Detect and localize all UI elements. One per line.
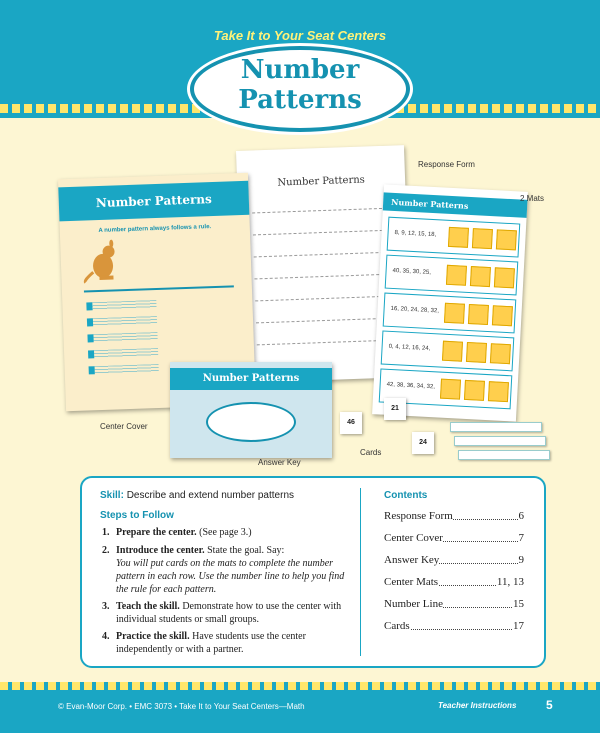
steps-heading: Steps to Follow xyxy=(100,510,174,521)
number-card: 46 xyxy=(340,412,362,434)
center-cover-title: Number Patterns xyxy=(95,192,212,211)
footer-section: Teacher Instructions xyxy=(438,701,517,710)
step-2 xyxy=(102,544,352,596)
step-lead: Teach the skill. xyxy=(116,601,180,612)
toc-page: 6 xyxy=(518,510,524,522)
kangaroo-icon xyxy=(80,239,122,284)
toc-label: Response Form xyxy=(384,510,453,522)
page-title xyxy=(190,55,410,115)
rf-line xyxy=(252,208,392,214)
step-text: Demonstrate how to use the center with individual students or small groups. xyxy=(116,601,342,625)
mat-row-numbers: 40, 35, 30, 25, xyxy=(392,267,432,276)
series-title: Take It to Your Seat Centers xyxy=(213,28,387,43)
number-line-strip xyxy=(454,436,546,446)
cc-steps xyxy=(86,300,159,390)
toc-item[interactable] xyxy=(384,510,524,524)
step-lead: Introduce the center. xyxy=(116,545,205,556)
toc-label: Number Line xyxy=(384,598,443,610)
toc-page: 15 xyxy=(513,598,524,610)
step-text: (See page 3.) xyxy=(196,527,252,538)
label-response-form: Response Form xyxy=(418,160,475,169)
mat-row-numbers: 16, 20, 24, 28, 32, xyxy=(390,305,440,315)
step-text: Have students use the center independently or with a partner. xyxy=(116,631,306,655)
cc-step xyxy=(87,332,157,342)
rf-line xyxy=(255,296,395,302)
toc-page: 7 xyxy=(518,532,524,544)
skill-text: Describe and extend number patterns xyxy=(126,490,295,501)
step-number: 4. xyxy=(102,631,110,642)
toc-label: Cards xyxy=(384,620,410,632)
mat-square xyxy=(442,341,463,362)
rf-line xyxy=(253,230,393,236)
mat-square xyxy=(466,342,487,363)
footer-stripe xyxy=(0,682,600,690)
mat-square xyxy=(468,304,489,325)
label-center-cover: Center Cover xyxy=(100,422,148,431)
mat-row-numbers: 0, 4, 12, 16, 24, xyxy=(388,343,431,353)
mats-sheet xyxy=(372,184,528,421)
toc-page: 9 xyxy=(518,554,524,566)
toc-item[interactable] xyxy=(384,554,524,568)
step-4 xyxy=(102,630,352,656)
step-lead: Practice the skill. xyxy=(116,631,190,642)
mat-row xyxy=(381,331,515,372)
page-number: 5 xyxy=(546,698,553,712)
title-line-2: Patterns xyxy=(238,85,362,115)
label-answer-key: Answer Key xyxy=(258,458,301,467)
mat-square xyxy=(496,229,517,250)
cc-step xyxy=(86,300,156,310)
step-3 xyxy=(102,600,352,626)
skill-line xyxy=(100,490,294,501)
cc-step xyxy=(88,348,158,358)
title-line-1: Number xyxy=(240,55,360,85)
toc-item[interactable] xyxy=(384,620,524,634)
mat-square xyxy=(492,305,513,326)
step-number: 1. xyxy=(102,527,110,538)
info-divider xyxy=(360,488,361,656)
rf-line xyxy=(256,318,396,324)
toc-item[interactable] xyxy=(384,598,524,612)
toc-label: Answer Key xyxy=(384,554,440,566)
mat-square xyxy=(448,227,469,248)
footer-band xyxy=(0,690,600,733)
mat-row xyxy=(387,217,521,258)
toc-item[interactable] xyxy=(384,576,524,590)
number-line-strip xyxy=(458,450,550,460)
mat-square xyxy=(490,343,511,364)
step-number: 3. xyxy=(102,601,110,612)
mat-square xyxy=(494,267,515,288)
step-text: State the goal. Say: xyxy=(204,545,285,556)
footer-copyright: © Evan-Moor Corp. • EMC 3073 • Take It to Your Seat Centers—Math xyxy=(58,702,305,711)
label-mats: 2 Mats xyxy=(520,194,545,203)
toc-label: Center Mats xyxy=(384,576,439,588)
label-cards: Cards xyxy=(360,448,382,457)
toc-page: 17 xyxy=(513,620,524,632)
toc-label: Center Cover xyxy=(384,532,443,544)
rf-line xyxy=(254,252,394,258)
mats-title: Number Patterns xyxy=(390,196,469,211)
mat-row xyxy=(383,293,517,334)
cc-step xyxy=(89,364,159,374)
mat-square xyxy=(472,228,493,249)
response-form-title: Number Patterns xyxy=(277,174,366,189)
toc-page: 11, 13 xyxy=(496,576,524,588)
mat-square xyxy=(444,303,465,324)
mat-square xyxy=(464,380,485,401)
answer-key-title: Number Patterns xyxy=(202,373,300,384)
step-lead: Prepare the center. xyxy=(116,527,197,538)
toc-item[interactable] xyxy=(384,532,524,546)
step-1 xyxy=(102,526,352,539)
contents-heading: Contents xyxy=(384,490,428,501)
cc-number-line xyxy=(84,285,234,292)
cc-step xyxy=(87,316,157,326)
mat-square xyxy=(440,379,461,400)
mat-row-numbers: 8, 9, 12, 15, 18, xyxy=(394,230,437,239)
mat-square xyxy=(488,381,509,402)
mat-row-numbers: 42, 38, 36, 34, 32, xyxy=(386,381,436,391)
mat-row xyxy=(385,255,519,296)
number-card: 21 xyxy=(384,398,406,420)
answer-key-card xyxy=(170,362,332,458)
step-italic: You will put cards on the mats to complete the number pattern in each row. Use the number line to help you find the rule for each pattern. xyxy=(116,558,345,595)
step-number: 2. xyxy=(102,545,110,556)
rf-line xyxy=(254,274,394,280)
mat-square xyxy=(470,266,491,287)
center-cover-rule: A number pattern always follows a rule. xyxy=(98,224,212,235)
skill-label: Skill: xyxy=(100,490,124,501)
number-line-strip xyxy=(450,422,542,432)
number-card: 24 xyxy=(412,432,434,454)
ak-kangaroo-oval xyxy=(206,402,296,442)
mat-square xyxy=(446,265,467,286)
